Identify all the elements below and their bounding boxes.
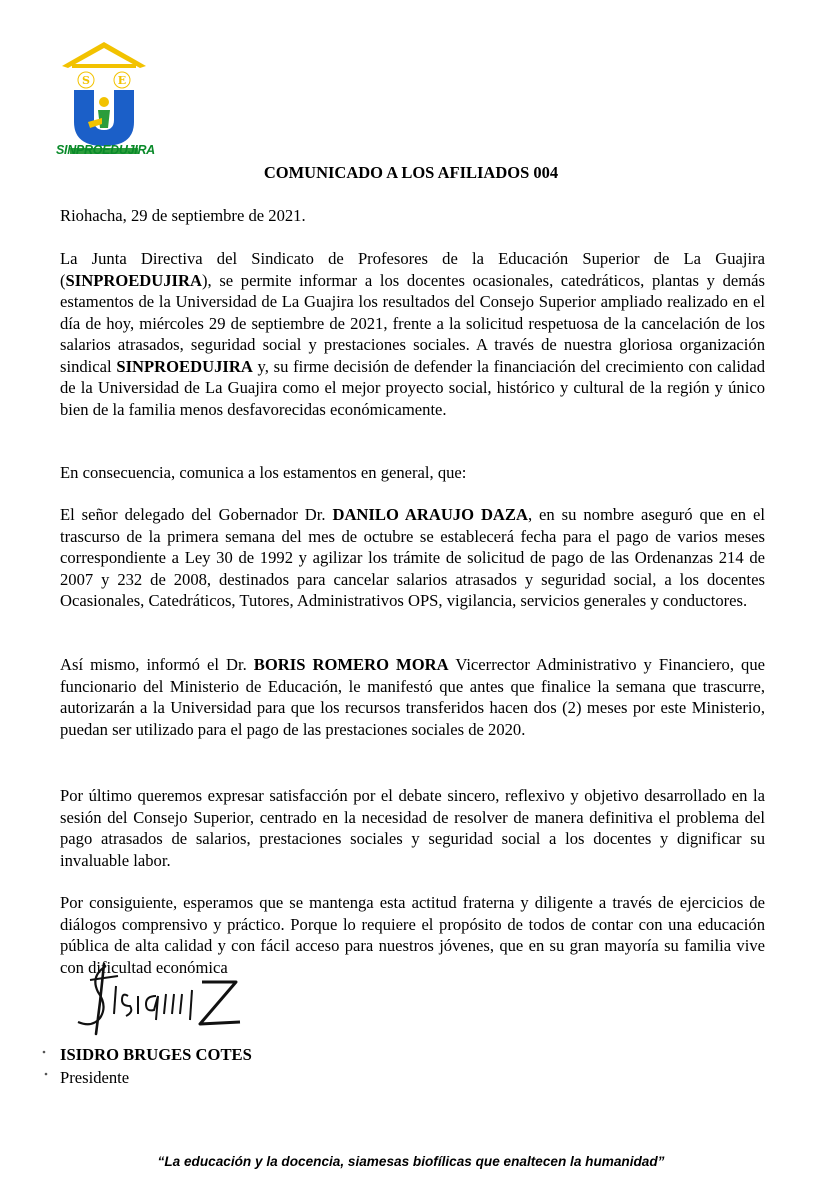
p3-text-c: , en su nombre aseguró que en el trascurso de la primera semana del mes de octubre se establecerá fecha para el pago de varios meses correspondiente a Ley 30 de 1992 y agilizar los trámite de solicitud de pago de las Ordenanzas 214 de 2007 y 232 de 2008, destinados para cancelar salarios atrasados y seguridad social, a los docentes Ocasionales, Catedráticos, Tutores, Administrativos OPS, vigilancia, servicios generales y conductores. — [60, 505, 765, 610]
p4-name-bold: BORIS ROMERO MORA — [253, 655, 449, 674]
p1-text-c: ), se permite informar a los docentes ocasionales, catedráticos, plantas y demás estamentos de la Universidad de La Guajira los resultados del Consejo Superior ampliado realizado en el día de hoy, miércoles 29 de septiembre de 2021, frente a la solicitud respetuosa de la cancelación de los salarios atrasados, seguridad social y prestaciones sociales. A través de nuestra gloriosa organización sindical — [60, 270, 765, 376]
p3-name-bold: DANILO ARAUJO DAZA — [332, 505, 528, 524]
p1-text-d: y, su firme decisión de defender la financiación del crecimiento con calidad de la Universidad de La Guajira como el mejor proyecto social, histórico y cultural de la región y único bien de la familia menos desfavorecidas económicamente. — [60, 356, 765, 419]
paragraph-3 — [60, 504, 765, 612]
p4-text-c: Vicerrector Administrativo y Financiero, que funcionario del Ministerio de Educación, le manifestó que antes que finalice la semana que trascurre, autorizarán a la Universidad para que los recursos transferidos hacen dos (2) meses por este Ministerio, puedan ser utilizado para el pago de las prestaciones sociales de 2020. — [60, 655, 765, 739]
logo-initial-s: S — [82, 74, 90, 87]
document-title: COMUNICADO A LOS AFILIADOS 004 — [263, 163, 559, 182]
paragraph-2: En consecuencia, comunica a los estamentos en general, que: — [60, 463, 467, 482]
paragraph-4 — [60, 654, 765, 740]
date-line: Riohacha, 29 de septiembre de 2021. — [60, 206, 306, 225]
p3-text-a: El señor delegado del Gobernador Dr. — [60, 505, 333, 524]
signer-name: ISIDRO BRUGES COTES — [60, 1045, 252, 1064]
footer-motto: “La educación y la docencia, siamesas biofílicas que enaltecen la humanidad” — [157, 1154, 665, 1169]
p1-org-bold-2: SINPROEDUJIRA — [116, 356, 253, 376]
handwritten-signature — [60, 962, 260, 1042]
paragraph-1 — [60, 248, 765, 420]
signer-role: Presidente — [60, 1068, 130, 1087]
p1-org-bold: SINPROEDUJIRA — [65, 270, 202, 290]
paragraph-5: Por último queremos expresar satisfacción por el debate sincero, reflexivo y objetivo desarrollado en la sesión del Consejo Superior, centrado en la necesidad de resolver de manera definitiva el problema del pago atrasados de salarios, prestaciones sociales y seguridad social a los docentes y dignificar su invaluable labor. — [60, 786, 765, 870]
p1-text-a: La Junta Directiva del Sindicato de Profesores de la Educación Superior de La Guajira ( — [60, 249, 765, 290]
margin-marks — [40, 1048, 50, 1078]
paragraph-6: Por consiguiente, esperamos que se mantenga esta actitud fraterna y diligente a través de ejercicios de diálogos comprensivo y práctico. Porque lo requiere el propósito de todos de contar con una educación pública de alta calidad y con fácil acceso para nuestros jóvenes, que en su gran mayoría su familia vive con dificultad económica — [60, 893, 765, 977]
logo-wordmark: SINPROEDUJIRA — [56, 143, 155, 157]
sinproedujira-logo — [58, 40, 150, 160]
p4-text-a: Así mismo, informó el Dr. — [60, 655, 254, 674]
logo-initial-e: E — [117, 74, 127, 87]
